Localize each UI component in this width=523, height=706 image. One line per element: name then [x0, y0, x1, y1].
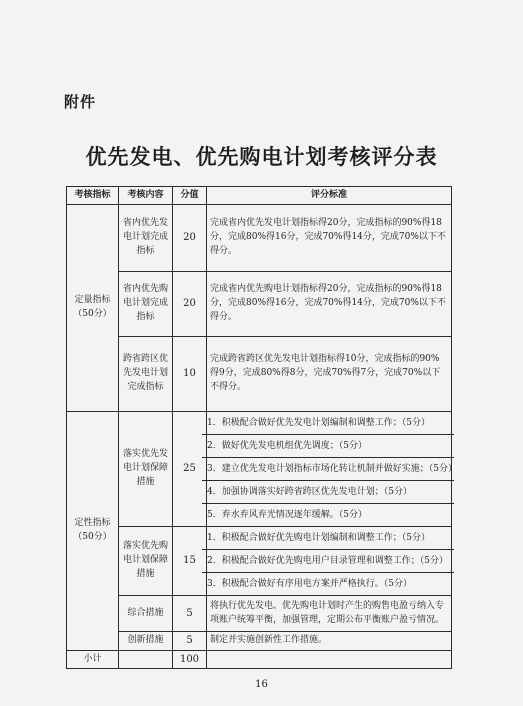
score-cell: 10 — [173, 337, 207, 412]
score-cell: 20 — [173, 272, 207, 337]
total-label: 小计 — [67, 651, 119, 669]
standard-item: 1．积极配合做好优先购电计划编制和调整工作；（5分） — [207, 533, 430, 543]
column-header: 考核指标 — [67, 187, 119, 205]
column-header: 考核内容 — [119, 187, 173, 205]
content-cell: 跨省跨区优先发电计划完成指标 — [119, 337, 173, 412]
page-title: 优先发电、优先购电计划考核评分表 — [85, 144, 438, 169]
content-cell: 创新措施 — [119, 632, 173, 651]
standard-cell — [207, 412, 457, 527]
content-cell: 省内优先购电计划完成指标 — [119, 272, 173, 337]
page-number: 16 — [255, 679, 268, 690]
standard-item: 2．做好优先发电机组优先调度；（5分） — [202, 434, 454, 457]
table-row — [67, 527, 452, 596]
standard-item: 1．积极配合做好优先发电计划编制和调整工作；（5分） — [207, 418, 430, 428]
total-row — [67, 651, 452, 669]
standard-item: 3．积极配合做好有序用电方案并严格执行。（5分） — [202, 572, 454, 595]
column-header: 分值 — [173, 187, 207, 205]
content-cell: 省内优先发电计划完成指标 — [119, 205, 173, 272]
attachment-label: 附件 — [64, 93, 97, 111]
standard-item: 2．积极配合做好优先购电用户目录管理和调整工作；（5分） — [202, 549, 454, 572]
indicator-cell-qualitative: 定性指标（50分） — [67, 412, 119, 651]
total-score: 100 — [173, 651, 207, 669]
table-row — [67, 205, 452, 272]
score-cell: 5 — [173, 596, 207, 632]
score-cell: 20 — [173, 205, 207, 272]
standard-cell: 制定并实施创新性工作措施。 — [207, 632, 452, 651]
standard-item: 4．加强协调落实好跨省跨区优先发电计划；（5分） — [202, 480, 454, 503]
table-row — [67, 632, 452, 651]
standard-cell: 完成省内优先发电计划指标得20分，完成指标的90%得18分，完成80%得16分，完成70%得14分，完成70%以下不得分。 — [207, 205, 452, 272]
standard-item: 3．建立优先发电计划指标市场化转让机制并做好实施；（5分） — [202, 457, 454, 480]
table-row — [67, 272, 452, 337]
empty-cell — [119, 651, 173, 669]
standard-cell: 将执行优先发电、优先购电计划时产生的购售电盈亏纳入专项账户统筹平衡，加强管理，定期公布平衡账户盈亏情况。 — [207, 596, 452, 632]
standard-item: 5．弃水弃风弃光情况逐年缓解。（5分） — [202, 503, 454, 526]
standard-cell: 完成跨省跨区优先发电计划指标得10分，完成指标的90%得9分，完成80%得8分，完成70%得7分，完成70%以下不得分。 — [207, 337, 452, 412]
score-cell: 15 — [173, 527, 207, 596]
table-row — [67, 337, 452, 412]
indicator-cell-quantitative: 定量指标（50分） — [67, 205, 119, 412]
table-header-row — [67, 187, 452, 205]
standard-cell — [207, 527, 452, 596]
standard-cell: 完成省内优先购电计划指标得20分，完成指标的90%得18分，完成80%得16分，完成70%得14分，完成70%以下不得分。 — [207, 272, 452, 337]
column-header: 评分标准 — [207, 187, 452, 205]
content-cell: 落实优先发电计划保障措施 — [119, 412, 173, 527]
score-cell: 5 — [173, 632, 207, 651]
score-cell: 25 — [173, 412, 207, 527]
content-cell: 综合措施 — [119, 596, 173, 632]
scoring-table — [66, 186, 457, 669]
content-cell: 落实优先购电计划保障措施 — [119, 527, 173, 596]
table-row — [67, 596, 452, 632]
empty-cell — [207, 651, 452, 669]
table-row — [67, 412, 452, 527]
